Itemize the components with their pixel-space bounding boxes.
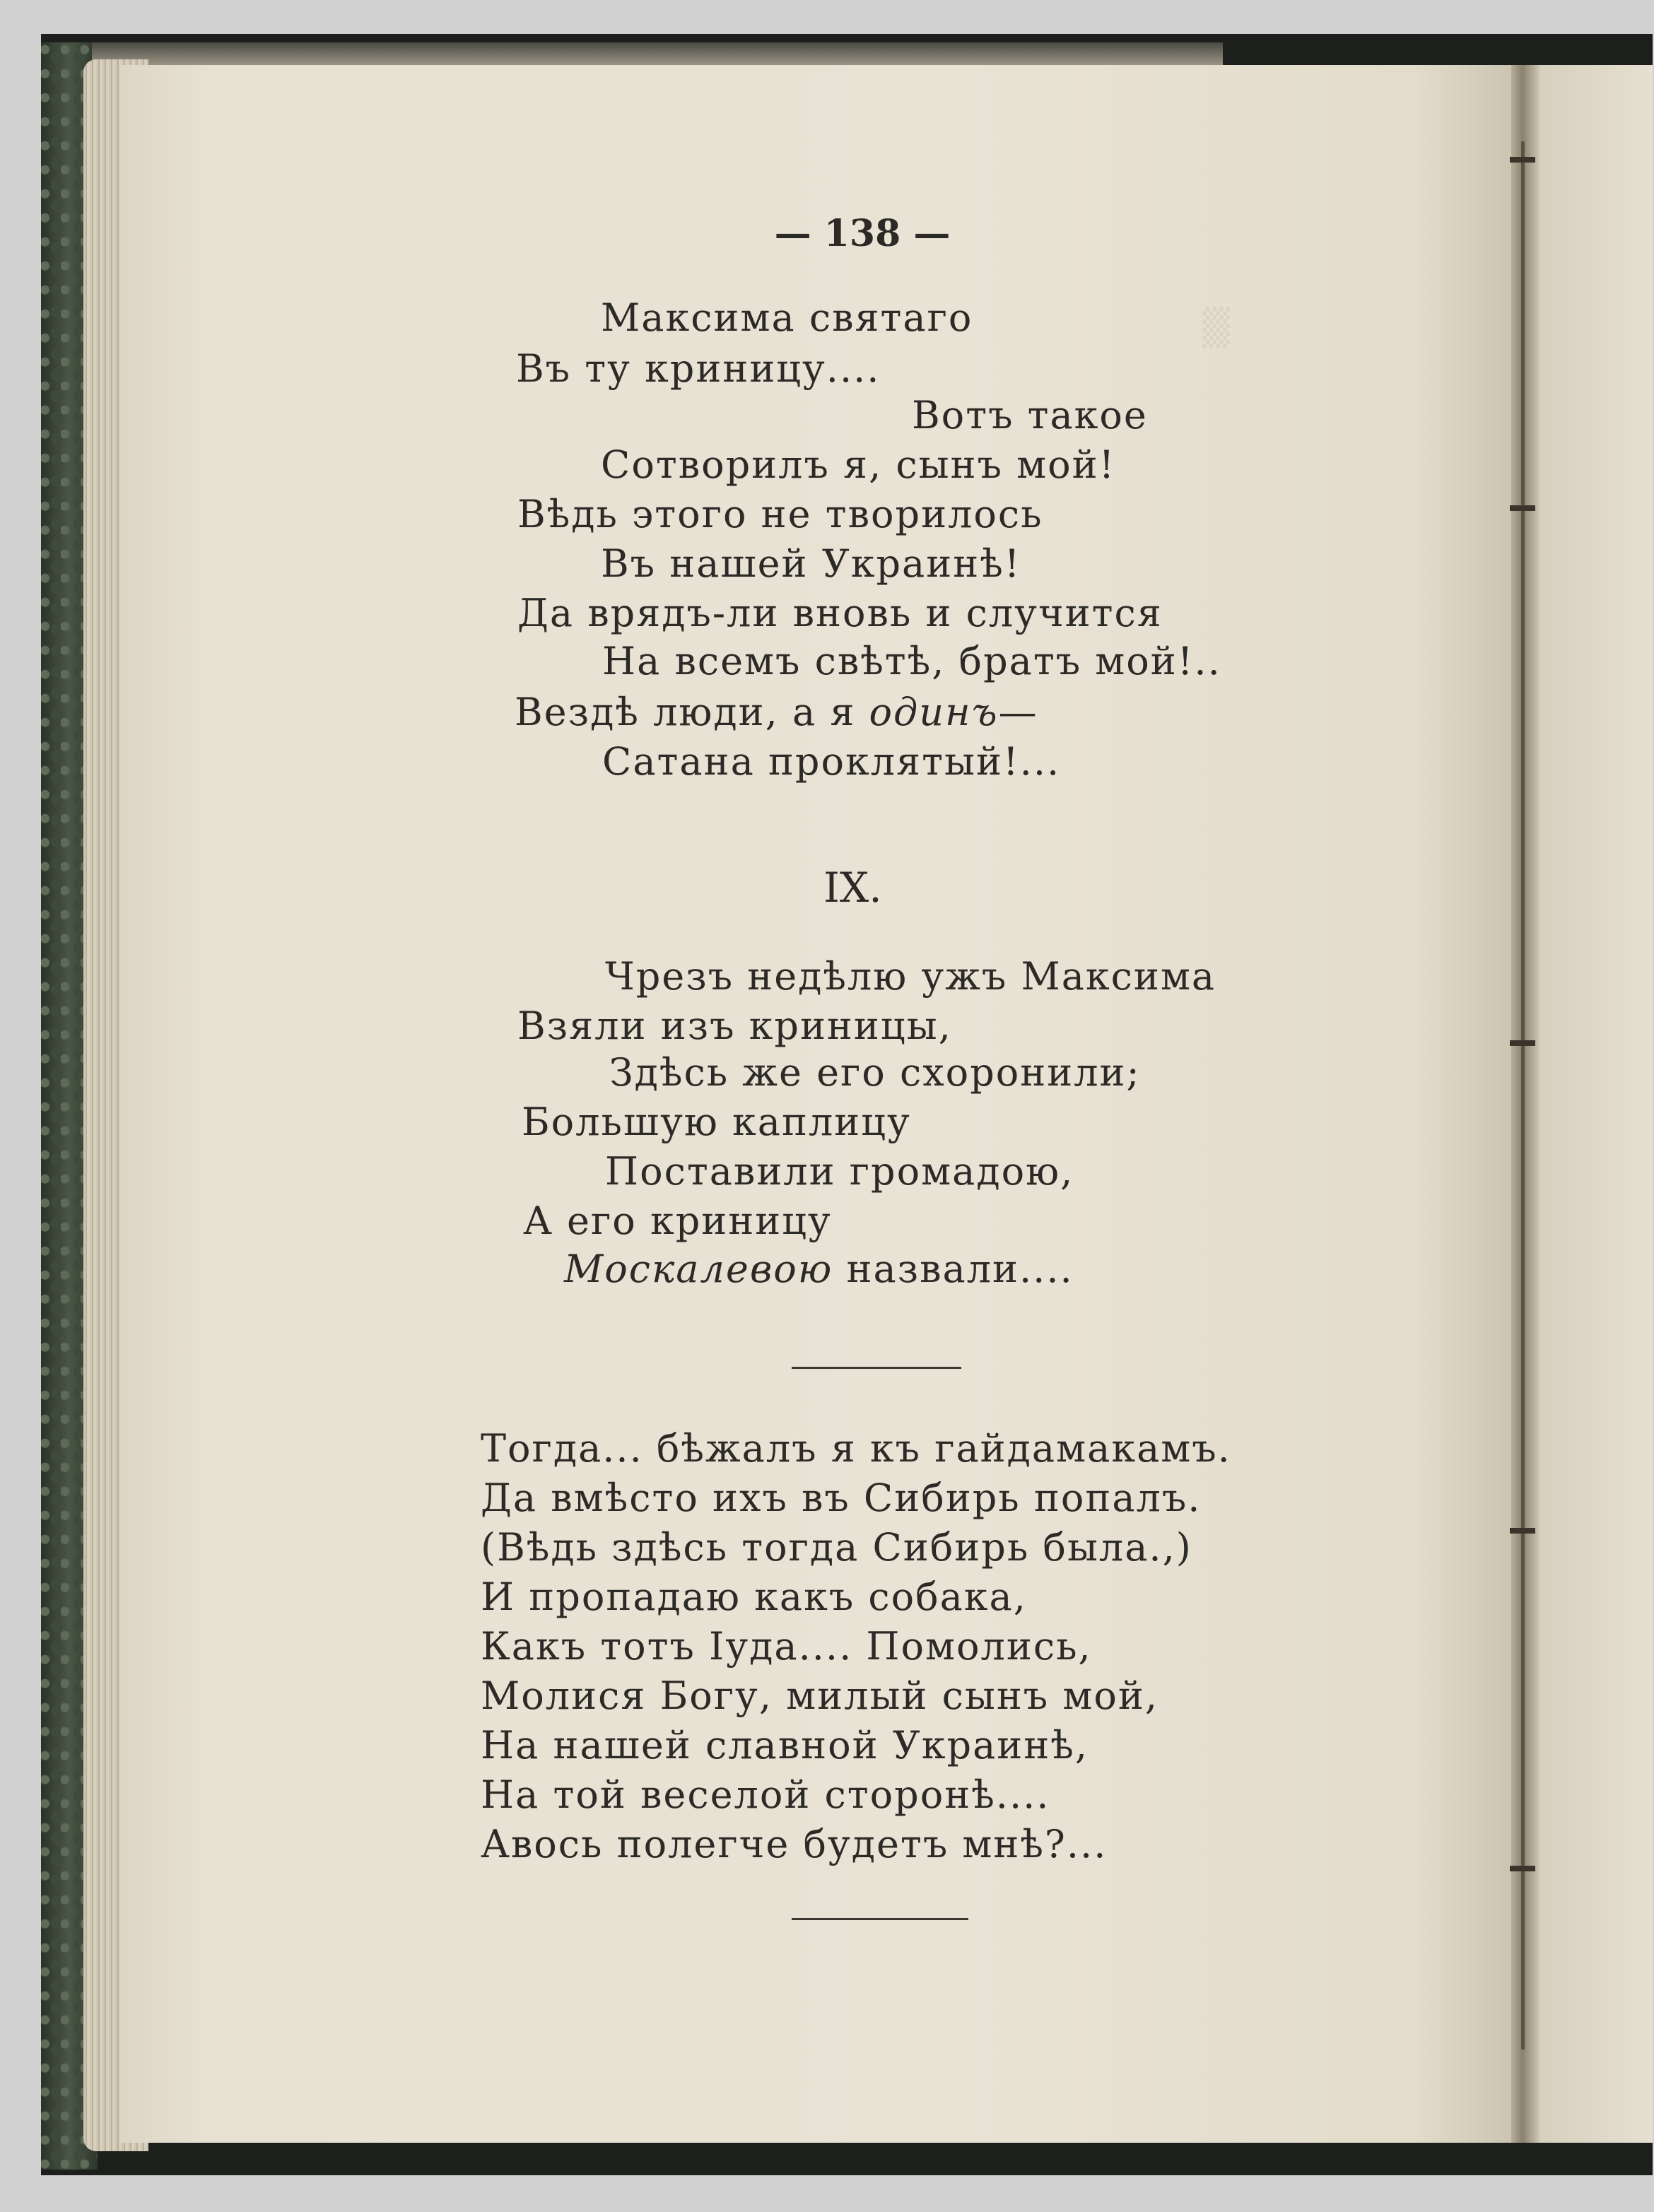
binding-stitch xyxy=(1510,1040,1535,1046)
verse-line: На нашей славной Украинѣ, xyxy=(481,1723,1089,1767)
dash: — xyxy=(998,690,1038,734)
verse-line: Сотворилъ я, сынъ мой! xyxy=(601,442,1116,487)
verse-line: Да вмѣсто ихъ въ Сибирь попалъ. xyxy=(481,1476,1202,1520)
binding-stitch xyxy=(1510,505,1535,511)
facing-page-edge xyxy=(1539,65,1653,2143)
page-number: — 138 — xyxy=(774,212,951,255)
verse-line: Максима святаго xyxy=(601,295,973,340)
section-heading: IX. xyxy=(823,864,882,912)
verse-line: Въ ту криницу.... xyxy=(516,346,881,391)
verse-line: (Вѣдь здѣсь тогда Сибирь была.,) xyxy=(481,1525,1192,1570)
verse-line: Авось полегче будетъ мнѣ?... xyxy=(481,1822,1108,1866)
verse-line xyxy=(515,690,1038,734)
binding-stitch xyxy=(1510,1866,1535,1871)
section-rule xyxy=(792,1367,961,1369)
verse-line xyxy=(564,1247,1074,1291)
verse-line: Сатана проклятый!... xyxy=(602,739,1061,784)
verse-line-text: Вездѣ люди, а я xyxy=(515,690,869,734)
verse-line: Вотъ такое xyxy=(912,393,1148,437)
binding-stitch xyxy=(1510,157,1535,163)
binding-stitch xyxy=(1510,1528,1535,1534)
verse-line: Въ нашей Украинѣ! xyxy=(601,541,1021,586)
verse-line: Чрезъ недѣлю ужъ Максима xyxy=(605,954,1216,999)
verse-line: Поставили громадою, xyxy=(605,1149,1074,1194)
verse-line: Тогда... бѣжалъ я къ гайдамакамъ. xyxy=(481,1426,1231,1471)
verse-line: И пропадаю какъ собака, xyxy=(481,1575,1027,1619)
verse-line: Да врядъ-ли вновь и случится xyxy=(517,591,1163,635)
verse-line: Молися Богу, милый сынъ мой, xyxy=(481,1673,1159,1718)
verse-line: На той веселой сторонѣ.... xyxy=(481,1772,1050,1817)
verse-line: Здѣсь же его схоронили; xyxy=(609,1050,1141,1095)
verse-line-text: назвали.... xyxy=(833,1247,1074,1291)
book-gutter xyxy=(1511,65,1539,2143)
verse-line: Взяли изъ криницы, xyxy=(517,1004,952,1048)
bleed-through-shadow: ▒ xyxy=(1202,307,1230,348)
italic-word: одинъ xyxy=(869,690,999,734)
verse-line: Вѣдь этого не творилось xyxy=(517,492,1043,536)
end-rule xyxy=(792,1918,968,1920)
verse-line: Какъ тотъ Іуда.... Помолись, xyxy=(481,1624,1092,1669)
binding-thread xyxy=(1521,141,1525,2049)
verse-line: На всемъ свѣтѣ, братъ мой!.. xyxy=(602,639,1221,683)
verse-line: А его криницу xyxy=(523,1199,832,1243)
italic-word: Москалевою xyxy=(564,1247,833,1291)
verse-line: Большую каплицу xyxy=(522,1100,911,1144)
